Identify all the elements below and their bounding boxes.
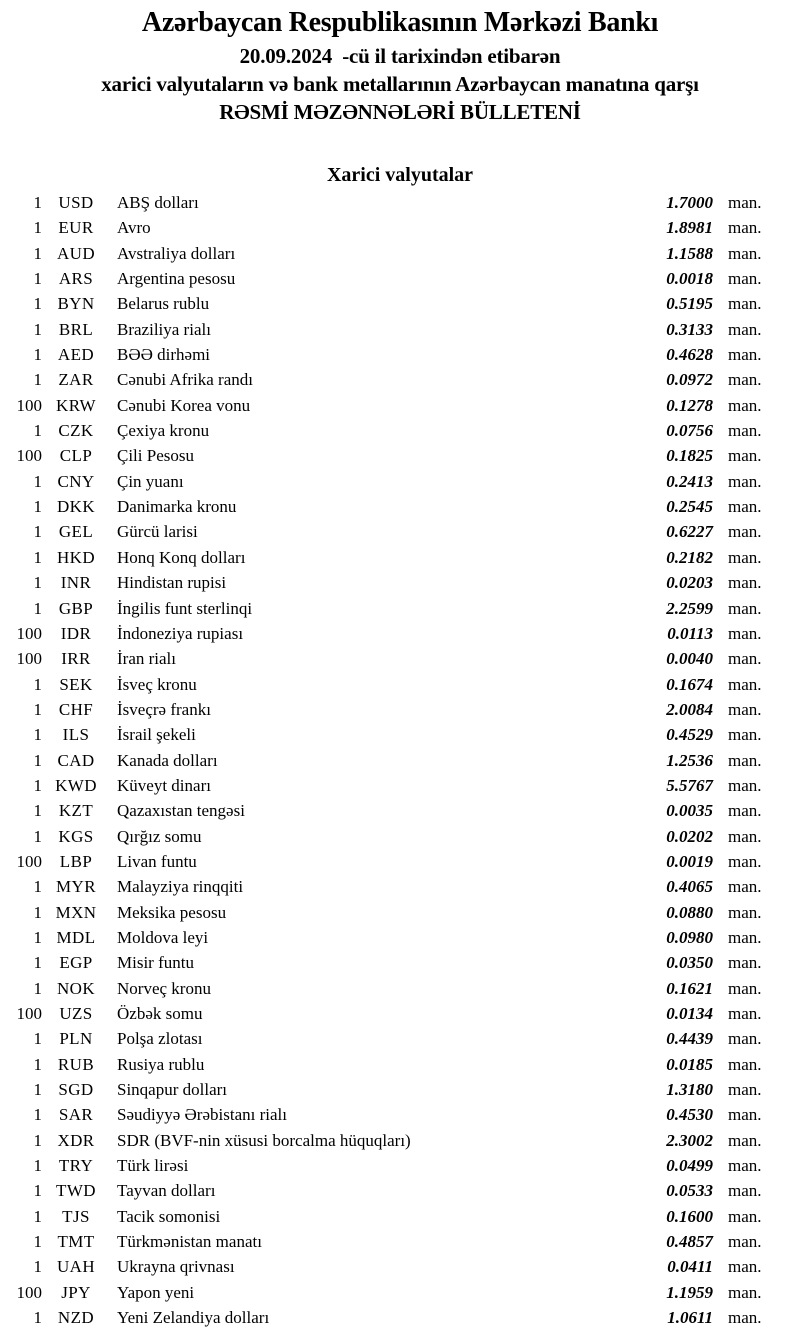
rate-row: [0, 519, 800, 544]
unit-label: man.: [728, 395, 762, 415]
nominal-value: 100: [16, 649, 42, 669]
unit-label: man.: [728, 1308, 762, 1328]
rate-row: [0, 773, 800, 798]
nominal-value: 1: [33, 674, 42, 694]
section-title-foreign-currencies: Xarici valyutalar: [326, 164, 474, 186]
rate-row: [0, 874, 800, 899]
rate-value: 1.1959: [666, 1282, 713, 1302]
bank-name: Azərbaycan Respublikasının Mərkəzi Bankı: [141, 7, 659, 38]
unit-label: man.: [728, 243, 762, 263]
nominal-value: 100: [16, 1004, 42, 1023]
unit-label: man.: [728, 725, 762, 745]
currency-name: Sinqapur dolları: [117, 1080, 228, 1100]
nominal-value: 1: [33, 1206, 42, 1226]
currency-name: Livan funtu: [117, 851, 197, 871]
nominal-value: 1: [33, 1054, 42, 1074]
rate-value: 0.1600: [666, 1206, 713, 1226]
unit-label: man.: [728, 269, 762, 289]
rate-row: [0, 393, 800, 418]
rate-value: 0.1825: [666, 446, 713, 466]
rate-row: [0, 1128, 800, 1153]
currency-code: SGD: [58, 1080, 94, 1100]
currency-code: EUR: [58, 218, 94, 238]
rate-row: [0, 1280, 800, 1305]
rate-row: [0, 1026, 800, 1051]
rate-row: [0, 1204, 800, 1229]
unit-label: man.: [728, 750, 762, 770]
nominal-value: 1: [33, 801, 42, 821]
currency-code: CNY: [57, 471, 95, 491]
rate-value: 0.0411: [667, 1257, 713, 1277]
nominal-value: 1: [33, 218, 42, 238]
rate-row: [0, 950, 800, 975]
currency-name: İndoneziya rupiası: [117, 623, 244, 643]
unit-label: man.: [728, 674, 762, 694]
rate-value: 0.4628: [666, 345, 713, 365]
rate-value: 0.1621: [666, 978, 713, 998]
rate-value: 0.0880: [666, 902, 713, 922]
currency-name: Kanada dolları: [117, 750, 218, 770]
effective-date-line: 20.09.2024 -cü il tarixindən etibarən: [239, 44, 561, 68]
currency-name: Türk lirəsi: [117, 1156, 189, 1176]
unit-label: man.: [728, 1130, 762, 1150]
nominal-value: 1: [33, 1080, 42, 1100]
currency-code: NZD: [57, 1308, 95, 1328]
nominal-value: 1: [33, 725, 42, 745]
rate-row: [0, 621, 800, 646]
rate-row: [0, 570, 800, 595]
rate-value: 0.0113: [667, 623, 713, 643]
currency-name: Küveyt dinarı: [117, 775, 211, 795]
currency-name: Meksika pesosu: [117, 902, 227, 922]
currency-name: İsveç kronu: [117, 674, 197, 694]
currency-name: ABŞ dolları: [117, 193, 199, 212]
rate-value: 1.3180: [666, 1080, 713, 1100]
nominal-value: 1: [33, 699, 42, 719]
currency-code: BRL: [58, 319, 94, 339]
rate-row: [0, 1077, 800, 1102]
rate-row: [0, 976, 800, 1001]
rate-value: 0.0018: [666, 269, 713, 289]
rate-row: [0, 266, 800, 291]
nominal-value: 100: [16, 1282, 42, 1302]
currency-code: ARS: [58, 269, 94, 289]
currency-name: Ukrayna qrivnası: [117, 1257, 235, 1277]
rate-value: 2.3002: [666, 1130, 713, 1150]
currency-name: Honq Konq dolları: [117, 547, 246, 567]
nominal-value: 1: [33, 345, 42, 365]
rate-row: [0, 1153, 800, 1178]
currency-name: Tayvan dolları: [117, 1181, 216, 1201]
rate-row: [0, 494, 800, 519]
rate-value: 0.0202: [666, 826, 713, 846]
currency-code: JPY: [61, 1282, 91, 1302]
rate-value: 1.0611: [667, 1308, 713, 1328]
currency-code: RUB: [57, 1054, 95, 1074]
nominal-value: 1: [33, 1130, 42, 1150]
currency-name: Moldova leyi: [117, 927, 209, 947]
rate-value: 0.1278: [666, 395, 713, 415]
rate-value: 0.0019: [666, 851, 713, 871]
nominal-value: 1: [33, 319, 42, 339]
currency-code: IDR: [60, 623, 92, 643]
rate-row: [0, 925, 800, 950]
currency-code: CLP: [59, 446, 93, 466]
unit-label: man.: [728, 1181, 762, 1201]
nominal-value: 100: [16, 623, 42, 643]
nominal-value: 1: [33, 1257, 42, 1277]
unit-label: man.: [728, 446, 762, 466]
rate-row: [0, 367, 800, 392]
currency-code: USD: [58, 193, 94, 212]
nominal-value: 1: [33, 294, 42, 314]
currency-name: Çexiya kronu: [117, 421, 210, 441]
rate-row: [0, 1305, 800, 1330]
rate-value: 0.0533: [666, 1181, 713, 1201]
unit-label: man.: [728, 699, 762, 719]
rate-value: 0.2545: [666, 497, 713, 517]
rate-value: 0.0350: [666, 953, 713, 973]
nominal-value: 1: [33, 1105, 42, 1125]
rate-value: 0.5195: [666, 294, 713, 314]
nominal-value: 1: [33, 573, 42, 593]
rate-value: 0.4530: [666, 1105, 713, 1125]
currency-name: Misir funtu: [117, 953, 194, 973]
currency-name: SDR (BVF-nin xüsusi borcalma hüquqları): [117, 1130, 411, 1150]
rate-value: 0.2182: [666, 547, 713, 567]
unit-label: man.: [728, 851, 762, 871]
currency-code: TJS: [62, 1206, 90, 1226]
unit-label: man.: [728, 1105, 762, 1125]
currency-code: UAH: [56, 1257, 96, 1277]
rate-value: 0.0185: [666, 1054, 713, 1074]
nominal-value: 1: [33, 598, 42, 618]
currency-name: İngilis funt sterlinqi: [117, 598, 253, 618]
currency-code: GEL: [58, 522, 94, 542]
bulletin-header: [0, 0, 800, 126]
unit-label: man.: [728, 623, 762, 643]
currency-code: HKD: [56, 547, 96, 567]
currency-code: ILS: [62, 725, 90, 745]
currency-name: İsrail şekeli: [117, 725, 196, 745]
rate-row: [0, 1001, 800, 1026]
currency-code: CZK: [58, 421, 94, 441]
rate-row: [0, 672, 800, 697]
bulletin-title: RƏSMİ MƏZƏNNƏLƏRİ BÜLLETENİ: [219, 100, 581, 124]
currency-code: AED: [57, 345, 95, 365]
currency-name: Yeni Zelandiya dolları: [117, 1308, 270, 1328]
rate-value: 0.0134: [666, 1004, 713, 1023]
currency-code: CAD: [57, 750, 95, 770]
rate-value: 1.8981: [666, 218, 713, 238]
nominal-value: 1: [33, 1232, 42, 1252]
rate-row: [0, 1229, 800, 1254]
currency-code: MXN: [55, 902, 97, 922]
rate-row: [0, 317, 800, 342]
nominal-value: 100: [16, 395, 42, 415]
unit-label: man.: [728, 421, 762, 441]
nominal-value: 1: [33, 978, 42, 998]
rate-row: [0, 190, 800, 215]
currency-name: Qazaxıstan tengəsi: [117, 801, 245, 821]
unit-label: man.: [728, 1257, 762, 1277]
rate-row: [0, 596, 800, 621]
unit-label: man.: [728, 1004, 762, 1023]
nominal-value: 1: [33, 471, 42, 491]
currency-name: Argentina pesosu: [117, 269, 236, 289]
currency-name: Cənubi Afrika randı: [117, 370, 253, 390]
unit-label: man.: [728, 1232, 762, 1252]
currency-code: ZAR: [58, 370, 94, 390]
rate-row: [0, 291, 800, 316]
rate-row: [0, 900, 800, 925]
rate-value: 0.0980: [666, 927, 713, 947]
rate-row: [0, 1254, 800, 1279]
unit-label: man.: [728, 319, 762, 339]
unit-label: man.: [728, 1156, 762, 1176]
rate-value: 0.0203: [666, 573, 713, 593]
currency-name: Yapon yeni: [117, 1282, 195, 1302]
currency-name: Avro: [117, 218, 151, 238]
currency-code: LBP: [59, 851, 93, 871]
rate-value: 2.2599: [666, 598, 713, 618]
currency-code: KGS: [58, 826, 94, 846]
rate-value: 5.5767: [666, 775, 713, 795]
nominal-value: 1: [33, 902, 42, 922]
nominal-value: 1: [33, 826, 42, 846]
unit-label: man.: [728, 978, 762, 998]
unit-label: man.: [728, 193, 762, 212]
nominal-value: 1: [33, 750, 42, 770]
currency-name: Gürcü larisi: [117, 522, 198, 542]
rate-row: [0, 443, 800, 468]
rate-value: 0.2413: [666, 471, 713, 491]
currency-code: GBP: [58, 598, 94, 618]
rate-value: 0.0040: [666, 649, 713, 669]
nominal-value: 1: [33, 927, 42, 947]
rate-row: [0, 469, 800, 494]
unit-label: man.: [728, 877, 762, 897]
rate-value: 0.1674: [666, 674, 713, 694]
unit-label: man.: [728, 1206, 762, 1226]
rate-value: 0.0499: [666, 1156, 713, 1176]
unit-label: man.: [728, 927, 762, 947]
currency-code: UZS: [59, 1004, 93, 1023]
nominal-value: 1: [33, 421, 42, 441]
unit-label: man.: [728, 649, 762, 669]
rate-row: [0, 342, 800, 367]
nominal-value: 1: [33, 775, 42, 795]
rate-row: [0, 646, 800, 671]
rate-row: [0, 849, 800, 874]
unit-label: man.: [728, 826, 762, 846]
currency-name: Cənubi Korea vonu: [117, 395, 251, 415]
nominal-value: 1: [33, 1308, 42, 1328]
currency-name: Çili Pesosu: [117, 446, 194, 466]
unit-label: man.: [728, 1054, 762, 1074]
rate-row: [0, 1178, 800, 1203]
currency-name: İran rialı: [117, 649, 176, 669]
currency-code: SEK: [59, 674, 93, 694]
currency-code: TRY: [58, 1156, 94, 1176]
rate-value: 0.4857: [666, 1232, 713, 1252]
rate-value: 0.4439: [666, 1029, 713, 1049]
unit-label: man.: [728, 471, 762, 491]
rate-value: 0.0035: [666, 801, 713, 821]
nominal-value: 1: [33, 243, 42, 263]
rate-row: [0, 798, 800, 823]
currency-name: Qırğız somu: [117, 826, 202, 846]
currency-name: Avstraliya dolları: [117, 243, 236, 263]
rate-value: 1.1588: [666, 243, 713, 263]
rate-value: 0.3133: [666, 319, 713, 339]
unit-label: man.: [728, 1282, 762, 1302]
currency-name: Danimarka kronu: [117, 497, 237, 517]
rate-row: [0, 1052, 800, 1077]
currency-code: TMT: [57, 1232, 95, 1252]
nominal-value: 1: [33, 1156, 42, 1176]
nominal-value: 1: [33, 193, 42, 212]
rate-value: 0.0756: [666, 421, 713, 441]
rates-table: [0, 190, 800, 1330]
unit-label: man.: [728, 902, 762, 922]
unit-label: man.: [728, 522, 762, 542]
unit-label: man.: [728, 573, 762, 593]
currency-code: SAR: [58, 1105, 94, 1125]
currency-name: Özbək somu: [117, 1004, 203, 1023]
nominal-value: 100: [16, 446, 42, 466]
unit-label: man.: [728, 801, 762, 821]
currency-name: Tacik somonisi: [117, 1206, 221, 1226]
unit-label: man.: [728, 345, 762, 365]
currency-code: EGP: [59, 953, 93, 973]
unit-label: man.: [728, 547, 762, 567]
rate-value: 0.6227: [666, 522, 713, 542]
currency-code: KRW: [56, 395, 96, 415]
currency-code: PLN: [59, 1029, 93, 1049]
currency-name: Rusiya rublu: [117, 1054, 205, 1074]
rate-row: [0, 215, 800, 240]
currency-code: XDR: [57, 1130, 95, 1150]
nominal-value: 1: [33, 877, 42, 897]
scope-line: xarici valyutaların və bank metallarının Azərbaycan manatına qarşı: [101, 72, 699, 96]
currency-name: Türkmənistan manatı: [117, 1232, 262, 1252]
nominal-value: 1: [33, 1181, 42, 1201]
unit-label: man.: [728, 598, 762, 618]
nominal-value: 1: [33, 522, 42, 542]
nominal-value: 1: [33, 953, 42, 973]
currency-code: MYR: [56, 877, 96, 897]
rate-row: [0, 418, 800, 443]
currency-code: DKK: [56, 497, 96, 517]
rate-value: 1.7000: [666, 193, 713, 212]
currency-code: CHF: [58, 699, 94, 719]
nominal-value: 100: [16, 851, 42, 871]
unit-label: man.: [728, 294, 762, 314]
unit-label: man.: [728, 1080, 762, 1100]
currency-name: Hindistan rupisi: [117, 573, 227, 593]
currency-code: MDL: [56, 927, 96, 947]
rate-value: 1.2536: [666, 750, 713, 770]
currency-code: INR: [60, 573, 92, 593]
unit-label: man.: [728, 370, 762, 390]
rate-row: [0, 722, 800, 747]
nominal-value: 1: [33, 269, 42, 289]
currency-name: Braziliya rialı: [117, 319, 211, 339]
unit-label: man.: [728, 218, 762, 238]
currency-name: Norveç kronu: [117, 978, 211, 998]
unit-label: man.: [728, 953, 762, 973]
nominal-value: 1: [33, 497, 42, 517]
currency-name: BƏƏ dirhəmi: [117, 345, 211, 365]
rate-row: [0, 241, 800, 266]
currency-name: Malayziya rinqqiti: [117, 877, 244, 897]
rate-row: [0, 545, 800, 570]
nominal-value: 1: [33, 547, 42, 567]
unit-label: man.: [728, 497, 762, 517]
currency-code: IRR: [61, 649, 91, 669]
nominal-value: 1: [33, 370, 42, 390]
rate-row: [0, 1102, 800, 1127]
nominal-value: 1: [33, 1029, 42, 1049]
rate-value: 0.4529: [666, 725, 713, 745]
rate-value: 0.4065: [666, 877, 713, 897]
currency-name: Belarus rublu: [117, 294, 210, 314]
unit-label: man.: [728, 1029, 762, 1049]
currency-code: BYN: [57, 294, 95, 314]
rate-value: 0.0972: [666, 370, 713, 390]
rate-value: 2.0084: [666, 699, 713, 719]
currency-name: Çin yuanı: [117, 471, 184, 491]
unit-label: man.: [728, 775, 762, 795]
currency-name: İsveçrə frankı: [117, 699, 211, 719]
currency-code: TWD: [56, 1181, 96, 1201]
currency-code: AUD: [56, 243, 96, 263]
currency-code: NOK: [56, 978, 96, 998]
currency-name: Polşa zlotası: [117, 1029, 203, 1049]
rate-row: [0, 697, 800, 722]
currency-code: KWD: [55, 775, 97, 795]
currency-name: Səudiyyə Ərəbistanı rialı: [117, 1105, 287, 1125]
rate-row: [0, 824, 800, 849]
rate-row: [0, 748, 800, 773]
currency-code: KZT: [58, 801, 94, 821]
